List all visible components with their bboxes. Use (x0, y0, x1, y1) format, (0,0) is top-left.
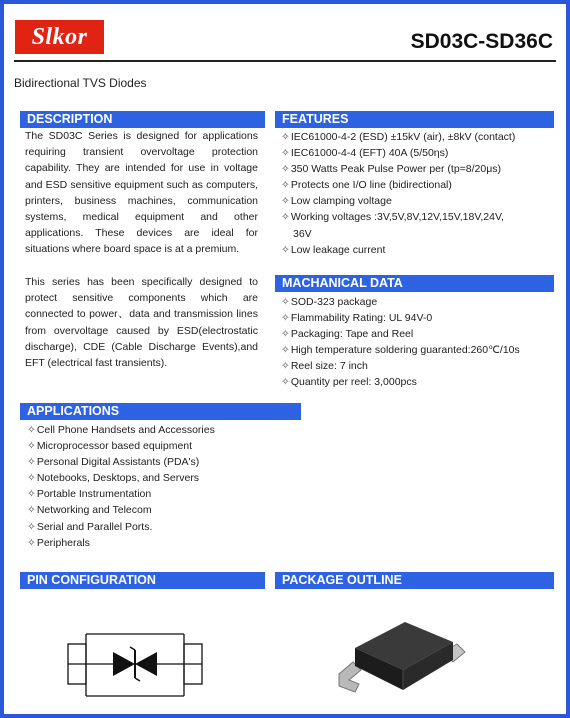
logo-text: Slkor (31, 23, 88, 50)
bullet-icon: ✧ (27, 504, 36, 517)
bullet-icon: ✧ (281, 131, 290, 143)
list-item: ✧Working voltages :3V,5V,8V,12V,15V,18V,24V, (281, 211, 504, 224)
bullet-icon: ✧ (27, 440, 36, 453)
bullet-icon: ✧ (281, 195, 290, 208)
header-divider (14, 60, 556, 62)
pin-configuration-heading: PIN CONFIGURATION (20, 572, 265, 589)
sod-323-package-image-icon (325, 600, 475, 705)
bullet-icon: ✧ (27, 472, 36, 485)
bullet-icon: ✧ (281, 211, 290, 224)
features-heading: FEATURES (275, 111, 554, 128)
list-item: ✧Portable Instrumentation (27, 488, 152, 501)
applications-heading: APPLICATIONS (20, 403, 301, 420)
bullet-icon: ✧ (27, 456, 36, 469)
bullet-icon: ✧ (281, 360, 290, 373)
list-item: ✧Networking and Telecom (27, 504, 152, 517)
list-item: ✧Flammability Rating: UL 94V-0 (281, 312, 433, 325)
bullet-icon: ✧ (281, 243, 290, 256)
brand-logo (15, 20, 104, 54)
list-item: ✧Low leakage current (281, 243, 386, 256)
bullet-icon: ✧ (281, 312, 290, 325)
list-item: ✧Cell Phone Handsets and Accessories (27, 424, 215, 436)
bullet-icon: ✧ (281, 296, 290, 308)
list-item: ✧Low clamping voltage (281, 195, 392, 208)
bullet-icon: ✧ (27, 488, 36, 501)
mechanical-data-list (281, 294, 520, 391)
bullet-icon: ✧ (281, 163, 290, 176)
bullet-icon: ✧ (281, 376, 290, 389)
list-item: ✧Serial and Parallel Ports. (27, 520, 153, 533)
bullet-icon: ✧ (281, 328, 290, 341)
description-paragraph-2: This series has been specifically designed to protect sensitive components which are connected to power、data and transmission lines from overvoltage caused by ESD(electrostatic discharge), CDE (Cable Discharge Events),and EFT (electrical fast transients). (25, 276, 258, 370)
list-item: ✧Protects one I/O line (bidirectional) (281, 179, 452, 192)
features-list (281, 129, 515, 258)
bullet-icon: ✧ (281, 147, 290, 160)
list-item: ✧IEC61000-4-4 (EFT) 40A (5/50ηs) (281, 147, 449, 160)
list-item: ✧350 Watts Peak Pulse Power per (tp=8/20μs) (281, 163, 502, 176)
bidirectional-tvs-symbol-icon (60, 630, 210, 700)
list-item: ✧Peripherals (27, 536, 90, 549)
bullet-icon: ✧ (27, 424, 36, 436)
list-item: ✧SOD-323 package (281, 296, 378, 308)
bullet-icon: ✧ (281, 179, 290, 192)
product-subtitle: Bidirectional TVS Diodes (14, 76, 147, 90)
list-item: ✧High temperature soldering guaranted:260℃/10s (281, 344, 520, 357)
list-item: ✧Reel size: 7 inch (281, 360, 368, 373)
bullet-icon: ✧ (27, 536, 36, 549)
list-item: ✧IEC61000-4-2 (ESD) ±15kV (air), ±8kV (contact) (281, 131, 516, 143)
list-item: ✧Microprocessor based equipment (27, 440, 193, 453)
bullet-icon: ✧ (27, 520, 36, 533)
list-item-continuation: 36V (293, 227, 312, 240)
description-paragraph-1: The SD03C Series is designed for applications requiring transient overvoltage protection capability. They are intended for use in voltage and ESD sensitive equipment such as computers, printers, business machines, communication systems, medical equipment and other applications. These devices are ideal for situations where board space is at a premium. (25, 130, 258, 256)
description-heading: DESCRIPTION (20, 111, 265, 128)
part-number-title: SD03C-SD36C (410, 30, 553, 53)
package-outline-heading: PACKAGE OUTLINE (275, 572, 554, 589)
list-item: ✧Notebooks, Desktops, and Servers (27, 472, 200, 485)
applications-list (27, 422, 215, 551)
list-item: ✧Packaging: Tape and Reel (281, 328, 414, 341)
mechanical-data-heading: MACHANICAL DATA (275, 275, 554, 292)
list-item: ✧Quantity per reel: 3,000pcs (281, 376, 417, 389)
list-item: ✧Personal Digital Assistants (PDA's) (27, 456, 200, 469)
bullet-icon: ✧ (281, 344, 290, 357)
